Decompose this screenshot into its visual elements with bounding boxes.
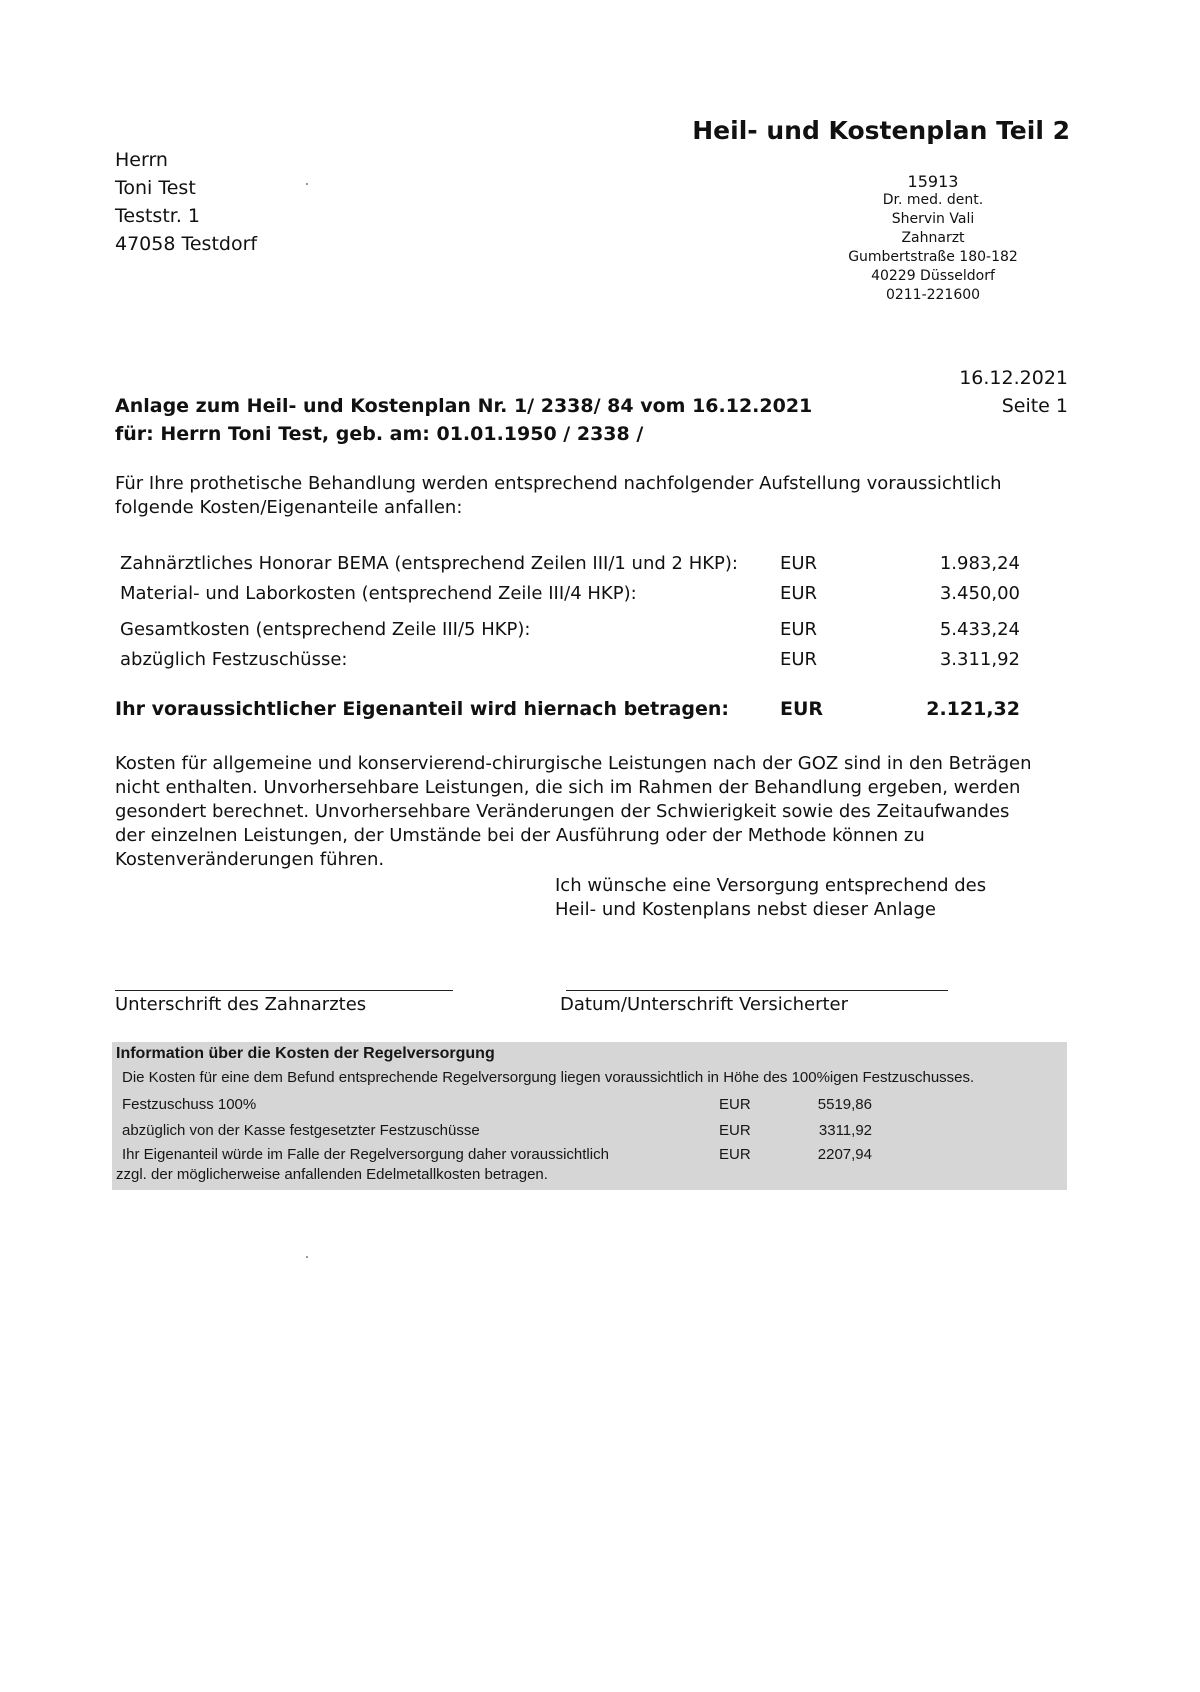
- info-row: [122, 1096, 1062, 1116]
- practice-phone: 0211-221600: [885, 287, 981, 303]
- cost-label: Material- und Laborkosten (entsprechend Zeile III/4 HKP):: [120, 582, 637, 604]
- info-description: Die Kosten für eine dem Befund entsprechende Regelversorgung liegen voraussichtlich in Höhe des 100%igen Festzuschusses.: [122, 1069, 975, 1086]
- cost-label: abzüglich Festzuschüsse:: [120, 648, 348, 670]
- recipient-street: Teststr. 1: [115, 205, 200, 227]
- cost-currency: EUR: [780, 582, 818, 604]
- consent-line1: Ich wünsche eine Versorgung entsprechend des: [555, 875, 987, 896]
- practice-street: Gumbertstraße 180-182: [848, 249, 1018, 265]
- cost-amount: 3.311,92: [939, 648, 1020, 670]
- cost-amount: 5.433,24: [939, 618, 1020, 640]
- info-row-label: abzüglich von der Kasse festgesetzter Festzuschüsse: [122, 1122, 480, 1139]
- recipient-salutation: Herrn: [115, 149, 168, 171]
- annex-heading-line1: Anlage zum Heil- und Kostenplan Nr. 1/ 2338/ 84 vom 16.12.2021: [115, 395, 813, 417]
- practice-role: Zahnarzt: [901, 230, 965, 246]
- row-spacer: [120, 674, 1020, 694]
- info-row-label: Festzuschuss 100%: [122, 1096, 257, 1113]
- info-row-label: Ihr Eigenanteil würde im Falle der Regelversorgung daher voraussichtlich: [122, 1146, 609, 1163]
- practice-id: 15913: [907, 172, 959, 191]
- practice-city: 40229 Düsseldorf: [871, 268, 995, 284]
- info-last-line: zzgl. der möglicherweise anfallenden Edelmetallkosten betragen.: [116, 1166, 548, 1183]
- notes-paragraph: Kosten für allgemeine und konservierend-chirurgische Leistungen nach der GOZ sind in den Beträgen nicht enthalten. Unvorhersehbare Leistungen, die sich im Rahmen der Behandlung ergeben, werden gesondert berechnet. Unvorhersehbare Veränderungen der Schwierigkeit sowie des Zeitaufwandes der einzelnen Leistungen, der Umstände bei der Ausführung oder der Methode können zu Kostenveränderungen führen.: [115, 753, 1032, 870]
- annex-heading: [115, 392, 812, 448]
- info-row-currency: EUR: [719, 1096, 751, 1113]
- info-row: [122, 1122, 1062, 1142]
- cost-row: [120, 578, 1020, 608]
- recipient-address: [115, 146, 257, 258]
- cost-row: [120, 644, 1020, 674]
- info-row-amount: 5519,86: [817, 1096, 872, 1113]
- cost-currency: EUR: [780, 648, 818, 670]
- practice-title: Dr. med. dent.: [882, 192, 984, 208]
- consent-line2: Heil- und Kostenplans nebst dieser Anlage: [555, 899, 936, 920]
- recipient-name: Toni Test: [115, 177, 196, 199]
- dentist-signature-label: Unterschrift des Zahnarztes: [115, 994, 367, 1015]
- practice-name: Shervin Vali: [891, 211, 975, 227]
- dentist-signature-line: [115, 990, 453, 991]
- insured-signature-line: [566, 990, 948, 991]
- cost-row: [120, 548, 1020, 578]
- cost-label: Gesamtkosten (entsprechend Zeile III/5 HKP):: [120, 618, 531, 640]
- cost-table: [115, 548, 1020, 724]
- cost-currency: EUR: [780, 618, 818, 640]
- standard-care-info-box: [112, 1042, 1067, 1190]
- info-row-currency: EUR: [719, 1122, 751, 1139]
- cost-amount: 3.450,00: [939, 582, 1020, 604]
- info-row: [122, 1146, 1062, 1166]
- total-row: [120, 694, 1020, 724]
- page-number: Seite 1: [1001, 395, 1068, 417]
- insured-signature-label: Datum/Unterschrift Versicherter: [560, 994, 849, 1015]
- info-row-amount: 3311,92: [818, 1122, 872, 1139]
- cost-label: Zahnärztliches Honorar BEMA (entsprechend Zeilen III/1 und 2 HKP):: [120, 552, 738, 574]
- consent-statement: [555, 874, 1015, 922]
- total-label: Ihr voraussichtlicher Eigenanteil wird hiernach betragen:: [115, 698, 729, 720]
- cost-amount: 1.983,24: [939, 552, 1020, 574]
- total-amount: 2.121,32: [926, 698, 1020, 720]
- practice-stamp: [838, 172, 1028, 305]
- annex-heading-line2: für: Herrn Toni Test, geb. am: 01.01.1950 / 2338 /: [115, 423, 644, 445]
- scan-speck: [306, 1256, 308, 1258]
- info-row-amount: 2207,94: [817, 1146, 872, 1163]
- recipient-city: 47058 Testdorf: [115, 233, 258, 255]
- cost-currency: EUR: [780, 552, 818, 574]
- info-title: Information über die Kosten der Regelversorgung: [116, 1045, 495, 1062]
- date-page-block: [959, 364, 1068, 420]
- total-currency: EUR: [780, 698, 824, 720]
- scan-speck: [306, 183, 308, 185]
- cost-row: [120, 614, 1020, 644]
- info-row-currency: EUR: [719, 1146, 751, 1163]
- document-date: 16.12.2021: [959, 367, 1068, 389]
- document-title: Heil- und Kostenplan Teil 2: [692, 116, 1070, 145]
- intro-text: Für Ihre prothetische Behandlung werden entsprechend nachfolgender Aufstellung voraussichtlich folgende Kosten/Eigenanteile anfallen:: [115, 473, 1002, 518]
